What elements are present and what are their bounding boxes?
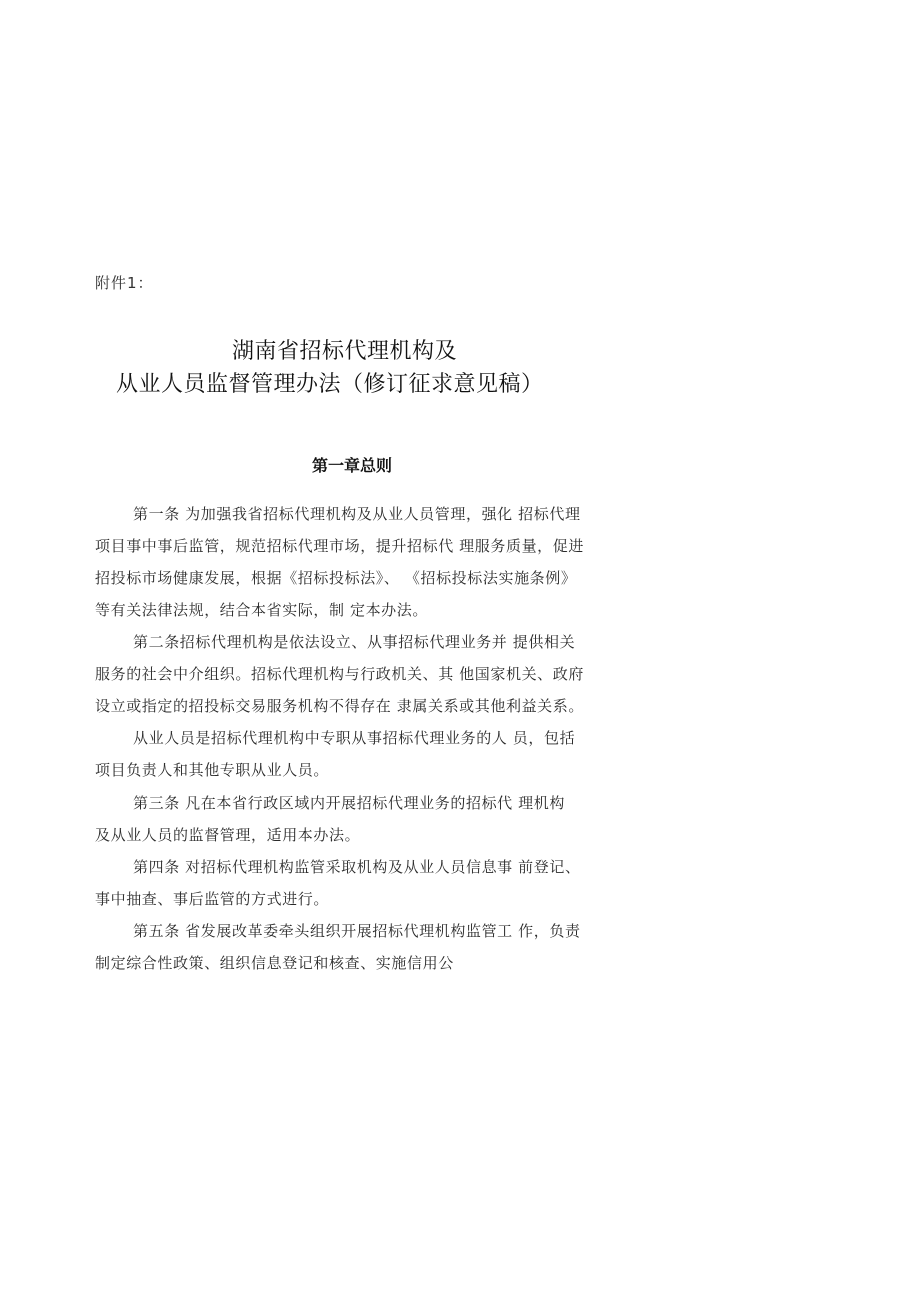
article-2-para-2-line-2: 项目负责人和其他专职从业人员。 xyxy=(95,761,330,779)
article-2-line-1: 第二条招标代理机构是依法设立、从事招标代理业务并 提供相关 xyxy=(133,633,576,651)
article-1-line-4: 等有关法律法规，结合本省实际，制 定本办法。 xyxy=(95,601,428,619)
article-2-para-2-line-1: 从业人员是招标代理机构中专职从事招标代理业务的人 员，包括 xyxy=(133,729,576,747)
attachment-label: 附件1： xyxy=(95,274,154,292)
document-title-line-2: 从业人员监督管理办法（修订征求意见稿） xyxy=(116,372,544,397)
article-3-line-2: 及从业人员的监督管理，适用本办法。 xyxy=(95,826,361,844)
article-5-line-1: 第五条 省发展改革委牵头组织开展招标代理机构监管工 作，负责 xyxy=(133,922,581,940)
chapter-heading: 第一章总则 xyxy=(312,456,393,475)
article-4-line-1: 第四条 对招标代理机构监管采取机构及从业人员信息事 前登记、 xyxy=(133,858,581,876)
article-2-line-3: 设立或指定的招投标交易服务机构不得存在 隶属关系或其他利益关系。 xyxy=(95,697,584,715)
document-title-line-1: 湖南省招标代理机构及 xyxy=(232,339,458,364)
article-1-line-3: 招投标市场健康发展，根据《招标投标法》、 《招标投标法实施条例》 xyxy=(95,569,577,587)
article-2-line-2: 服务的社会中介组织。招标代理机构与行政机关、其 他国家机关、政府 xyxy=(95,665,584,683)
article-5-line-2: 制定综合性政策、组织信息登记和核查、实施信用公 xyxy=(95,954,454,972)
article-1-line-2: 项目事中事后监管，规范招标代理市场，提升招标代 理服务质量，促进 xyxy=(95,537,584,555)
article-1-line-1: 第一条 为加强我省招标代理机构及从业人员管理，强化 招标代理 xyxy=(133,505,581,523)
article-3-line-1: 第三条 凡在本省行政区域内开展招标代理业务的招标代 理机构 xyxy=(133,794,565,812)
article-4-line-2: 事中抽查、事后监管的方式进行。 xyxy=(95,890,330,908)
